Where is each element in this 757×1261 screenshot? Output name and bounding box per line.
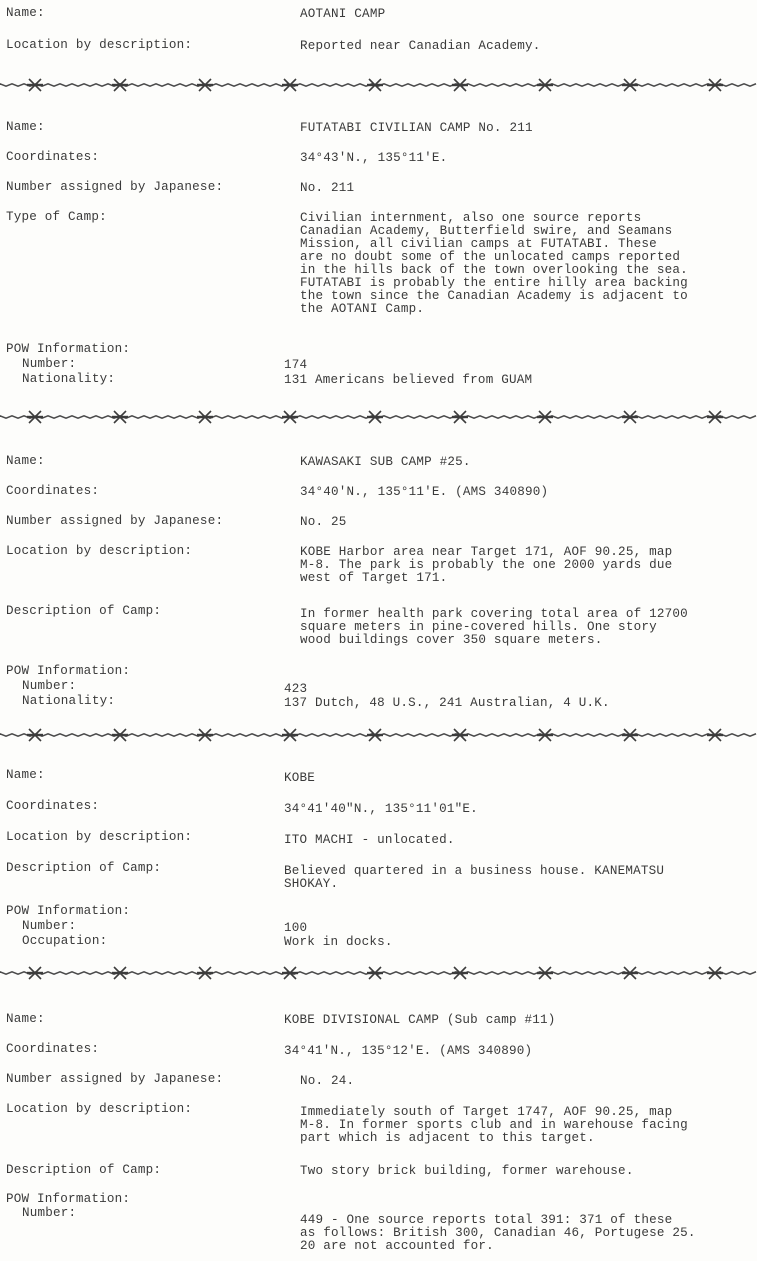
- futatabi-type-value: Civilian internment, also one source reports Canadian Academy, Butterfield swire, and Seamans Mission, all civilian camps at FUTATABI. These are no doubt some of the unlocated camps reported in the hills back of the town overlooking the sea. FUTATABI is probably the entire hilly area backing the town since the Canadian Academy is adjacent to the AOTANI Camp.: [300, 211, 688, 316]
- kobe-pow-label: POW Information:: [6, 904, 131, 918]
- futatabi-pow-nationality-value: 131 Americans believed from GUAM: [284, 373, 533, 387]
- futatabi-number-assigned-value: No. 211: [300, 181, 355, 195]
- kobe-coordinates-value: 34°41'40"N., 135°11'01"E.: [284, 802, 478, 816]
- barbed-wire-divider: [0, 78, 757, 92]
- kobe-coordinates-label: Coordinates:: [6, 799, 100, 813]
- futatabi-name-value: FUTATABI CIVILIAN CAMP No. 211: [300, 121, 533, 135]
- kobe-div-pow-label: POW Information:: [6, 1192, 131, 1206]
- futatabi-pow-number-label: Number:: [22, 357, 77, 371]
- kobe-div-description-value: Two story brick building, former warehouse.: [300, 1164, 634, 1178]
- futatabi-coordinates-value: 34°43'N., 135°11'E.: [300, 151, 448, 165]
- barbed-wire-divider: [0, 410, 757, 424]
- kawasaki-pow-number-label: Number:: [22, 679, 77, 693]
- kawasaki-pow-label: POW Information:: [6, 664, 131, 678]
- kobe-div-location-label: Location by description:: [6, 1102, 193, 1116]
- kobe-pow-occupation-value: Work in docks.: [284, 935, 393, 949]
- futatabi-name-label: Name:: [6, 120, 45, 134]
- aotani-name-value: AOTANI CAMP: [300, 7, 386, 21]
- aotani-location-value: Reported near Canadian Academy.: [300, 39, 541, 53]
- kawasaki-pow-nationality-value: 137 Dutch, 48 U.S., 241 Australian, 4 U.K.: [284, 696, 610, 710]
- kobe-location-value: ITO MACHI - unlocated.: [284, 833, 455, 847]
- futatabi-pow-number-value: 174: [284, 358, 308, 372]
- kobe-div-name-label: Name:: [6, 1012, 45, 1026]
- kobe-div-number-assigned-label: Number assigned by Japanese:: [6, 1072, 224, 1086]
- kawasaki-coordinates-label: Coordinates:: [6, 484, 100, 498]
- kawasaki-name-value: KAWASAKI SUB CAMP #25.: [300, 455, 471, 469]
- barbed-wire-divider: [0, 728, 757, 742]
- kobe-pow-occupation-label: Occupation:: [22, 934, 108, 948]
- kawasaki-location-value: KOBE Harbor area near Target 171, AOF 90.25, map M-8. The park is probably the one 2000 yards due west of Target 171.: [300, 545, 673, 585]
- kobe-div-pow-number-label: Number:: [22, 1206, 77, 1220]
- kawasaki-number-assigned-value: No. 25: [300, 515, 347, 529]
- kobe-div-pow-number-value: 449 - One source reports total 391: 371 of these as follows: British 300, Canadian 46, Portugese 25. 20 are not accounted for.: [300, 1213, 696, 1253]
- kawasaki-name-label: Name:: [6, 454, 45, 468]
- kawasaki-coordinates-value: 34°40'N., 135°11'E. (AMS 340890): [300, 485, 549, 499]
- kobe-div-coordinates-label: Coordinates:: [6, 1042, 100, 1056]
- futatabi-number-assigned-label: Number assigned by Japanese:: [6, 180, 224, 194]
- kawasaki-description-label: Description of Camp:: [6, 604, 162, 618]
- barbed-wire-divider: [0, 966, 757, 980]
- kawasaki-pow-nationality-label: Nationality:: [22, 694, 116, 708]
- aotani-location-label: Location by description:: [6, 38, 193, 52]
- kobe-name-value: KOBE: [284, 771, 316, 785]
- futatabi-coordinates-label: Coordinates:: [6, 150, 100, 164]
- futatabi-pow-nationality-label: Nationality:: [22, 372, 116, 386]
- kawasaki-number-assigned-label: Number assigned by Japanese:: [6, 514, 224, 528]
- kobe-description-label: Description of Camp:: [6, 861, 162, 875]
- kobe-div-coordinates-value: 34°41'N., 135°12'E. (AMS 340890): [284, 1044, 533, 1058]
- kobe-div-description-label: Description of Camp:: [6, 1163, 162, 1177]
- futatabi-pow-label: POW Information:: [6, 342, 131, 356]
- kobe-pow-number-value: 100: [284, 921, 308, 935]
- futatabi-type-label: Type of Camp:: [6, 210, 107, 224]
- kobe-pow-number-label: Number:: [22, 919, 77, 933]
- aotani-name-label: Name:: [6, 6, 45, 20]
- kobe-div-name-value: KOBE DIVISIONAL CAMP (Sub camp #11): [284, 1013, 556, 1027]
- kobe-div-number-assigned-value: No. 24.: [300, 1074, 355, 1088]
- kobe-div-location-value: Immediately south of Target 1747, AOF 90.25, map M-8. In former sports club and in warehouse facing part which is adjacent to this target.: [300, 1105, 688, 1145]
- kawasaki-pow-number-value: 423: [284, 682, 308, 696]
- kobe-description-value: Believed quartered in a business house. KANEMATSU SHOKAY.: [284, 864, 665, 891]
- kawasaki-description-value: In former health park covering total area of 12700 square meters in pine-covered hills. One story wood buildings cover 350 square meters.: [300, 607, 688, 647]
- kobe-name-label: Name:: [6, 768, 45, 782]
- kobe-location-label: Location by description:: [6, 830, 193, 844]
- kawasaki-location-label: Location by description:: [6, 544, 193, 558]
